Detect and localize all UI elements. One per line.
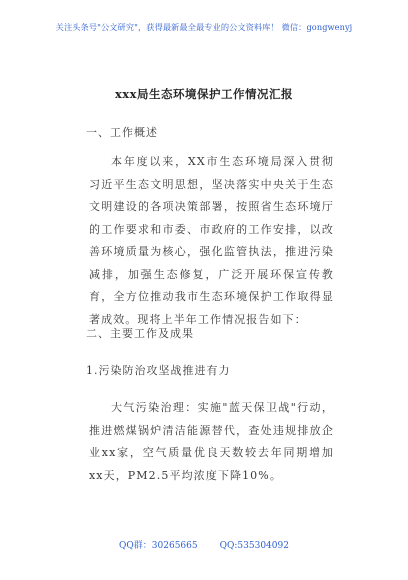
footer-qq: QQ:535304092 <box>219 541 289 551</box>
document-title: xxx局生态环境保护工作情况汇报 <box>114 87 294 101</box>
subsection-heading-pollution: 1.污染防治攻坚战推进有力 <box>86 364 231 377</box>
pollution-paragraph: 大气污染治理：实施"蓝天保卫战"行动，推进燃煤锅炉清洁能源替代，查处违规排放企业xx家，空气质量优良天数较去年同期增加xx天，PM2.5平均浓度下降10%。 <box>89 401 334 482</box>
footer-qq-group: QQ群：30265665 <box>119 541 198 551</box>
section-heading-overview: 一、工作概述 <box>86 126 158 139</box>
header-promo-note: 关注头条号"公文研究"，获得最新最全最专业的公文资料库！ 微信：gongwenyj <box>55 22 353 32</box>
footer-contact <box>0 538 408 551</box>
section-heading-main-work: 二、主要工作及成果 <box>86 327 194 340</box>
overview-paragraph: 本年度以来，XX市生态环境局深入贯彻习近平生态文明思想，坚决落实中央关于生态文明建设的各项决策部署，按照省生态环境厅的工作要求和市委、市政府的工作安排，以改善环境质量为核心，强化监管执法，推进污染减排，加强生态修复，广泛开展环保宣传教育，全方位推动我市生态环境保护工作取得显著成效。现将上半年工作情况报告如下： <box>89 155 334 326</box>
